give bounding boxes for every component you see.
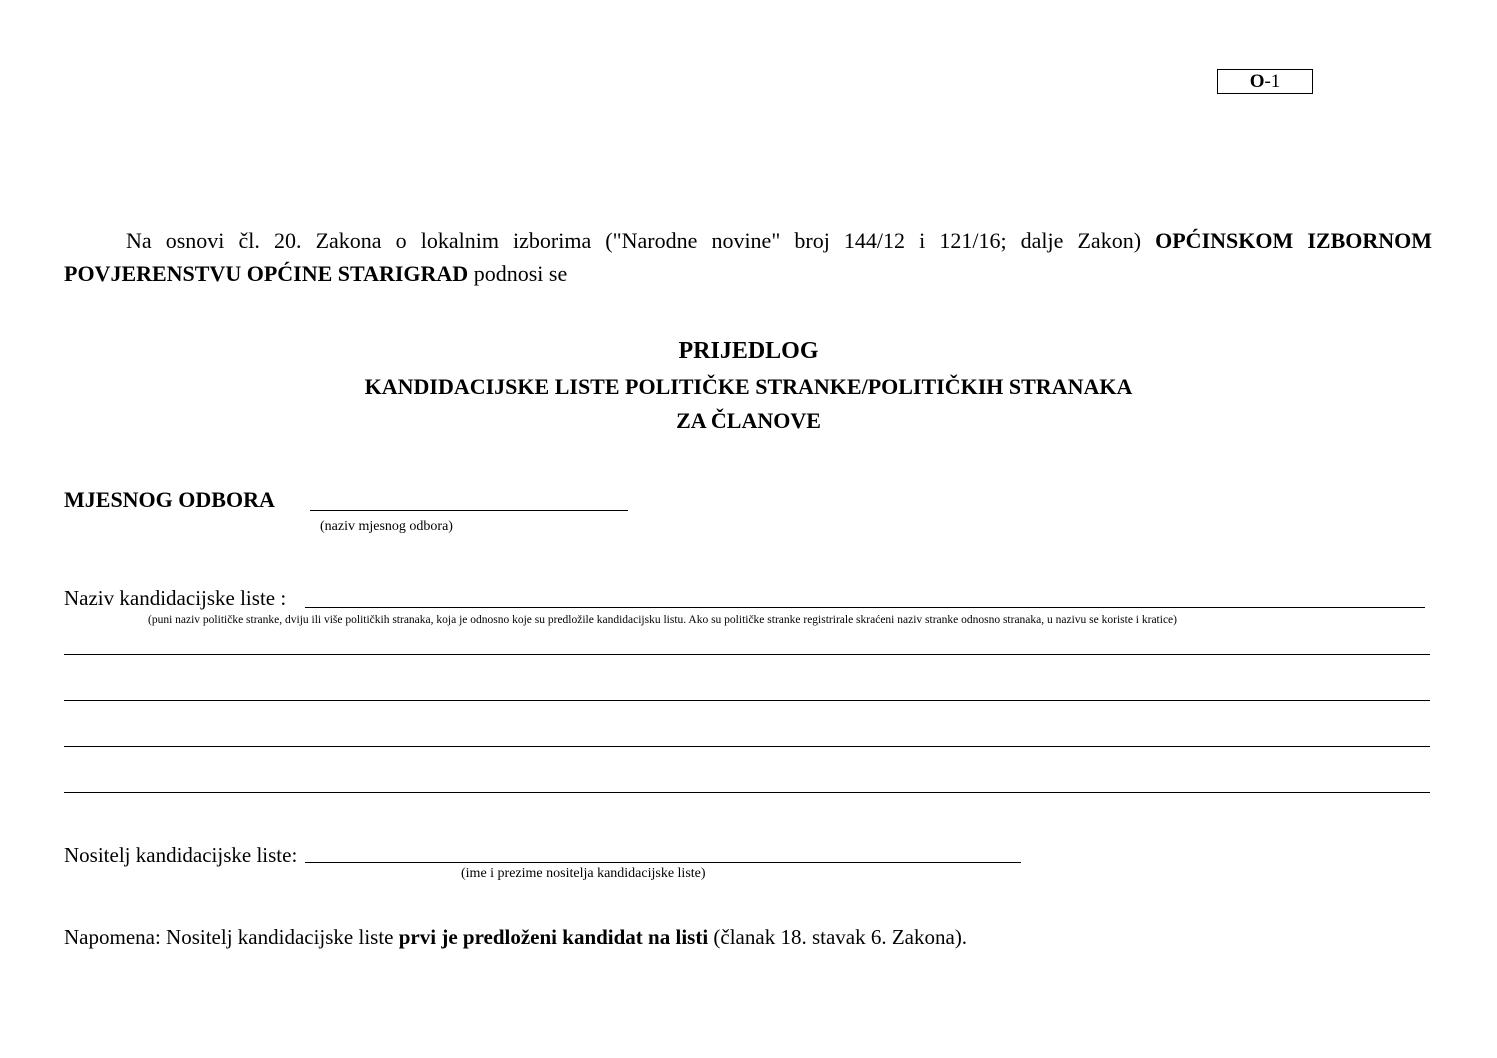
napomena-emphasis: prvi je predloženi kandidat na listi <box>398 925 709 949</box>
napomena-note <box>64 925 967 950</box>
form-code-letter: O <box>1249 71 1265 92</box>
mjesni-odbor-label: MJESNOG ODBORA <box>64 487 275 512</box>
napomena-end: (članak 18. stavak 6. Zakona). <box>708 925 968 949</box>
naziv-liste-label: Naziv kandidacijske liste : <box>64 586 287 610</box>
intro-text: Na osnovi čl. 20. Zakona o lokalnim izborima ("Narodne novine" broj 144/12 i 121/16; dalje Zakon) <box>126 228 1156 253</box>
form-code-number: -1 <box>1264 71 1281 92</box>
mjesni-odbor-hint: (naziv mjesnog odbora) <box>320 519 453 534</box>
form-code-box <box>1217 69 1313 94</box>
naziv-liste-field-line-5[interactable] <box>64 792 1430 793</box>
naziv-liste-field-line-2[interactable] <box>64 654 1430 655</box>
mjesni-odbor-field[interactable] <box>310 510 628 511</box>
naziv-liste-hint: (puni naziv političke stranke, dviju ili više političkih stranaka, koja je odnosno koje su predložile kandidacijsku listu. Ako su političke stranke registrirale skraćeni naziv stranke odnosno stranaka, u nazivu se koriste i kratice) <box>148 614 1177 626</box>
nositelj-label: Nositelj kandidacijske liste: <box>64 843 298 867</box>
document-title: PRIJEDLOG <box>678 338 819 364</box>
napomena-text: Napomena: Nositelj kandidacijske liste <box>64 925 399 949</box>
document-subtitle-2: ZA ČLANOVE <box>676 408 821 433</box>
document-subtitle: KANDIDACIJSKE LISTE POLITIČKE STRANKE/POLITIČKIH STRANAKA <box>364 374 1133 399</box>
naziv-liste-field-line-4[interactable] <box>64 746 1430 747</box>
nositelj-hint: (ime i prezime nositelja kandidacijske liste) <box>461 866 706 881</box>
intro-end: podnosi se <box>468 261 568 286</box>
naziv-liste-field[interactable] <box>305 607 1425 608</box>
intro-recipient: OPĆINSKOM IZBORNOM POVJERENSTVU OPĆINE STARIGRAD <box>64 228 1433 286</box>
naziv-liste-field-line-3[interactable] <box>64 700 1430 701</box>
nositelj-field[interactable] <box>305 862 1021 863</box>
intro-paragraph <box>64 224 1432 290</box>
